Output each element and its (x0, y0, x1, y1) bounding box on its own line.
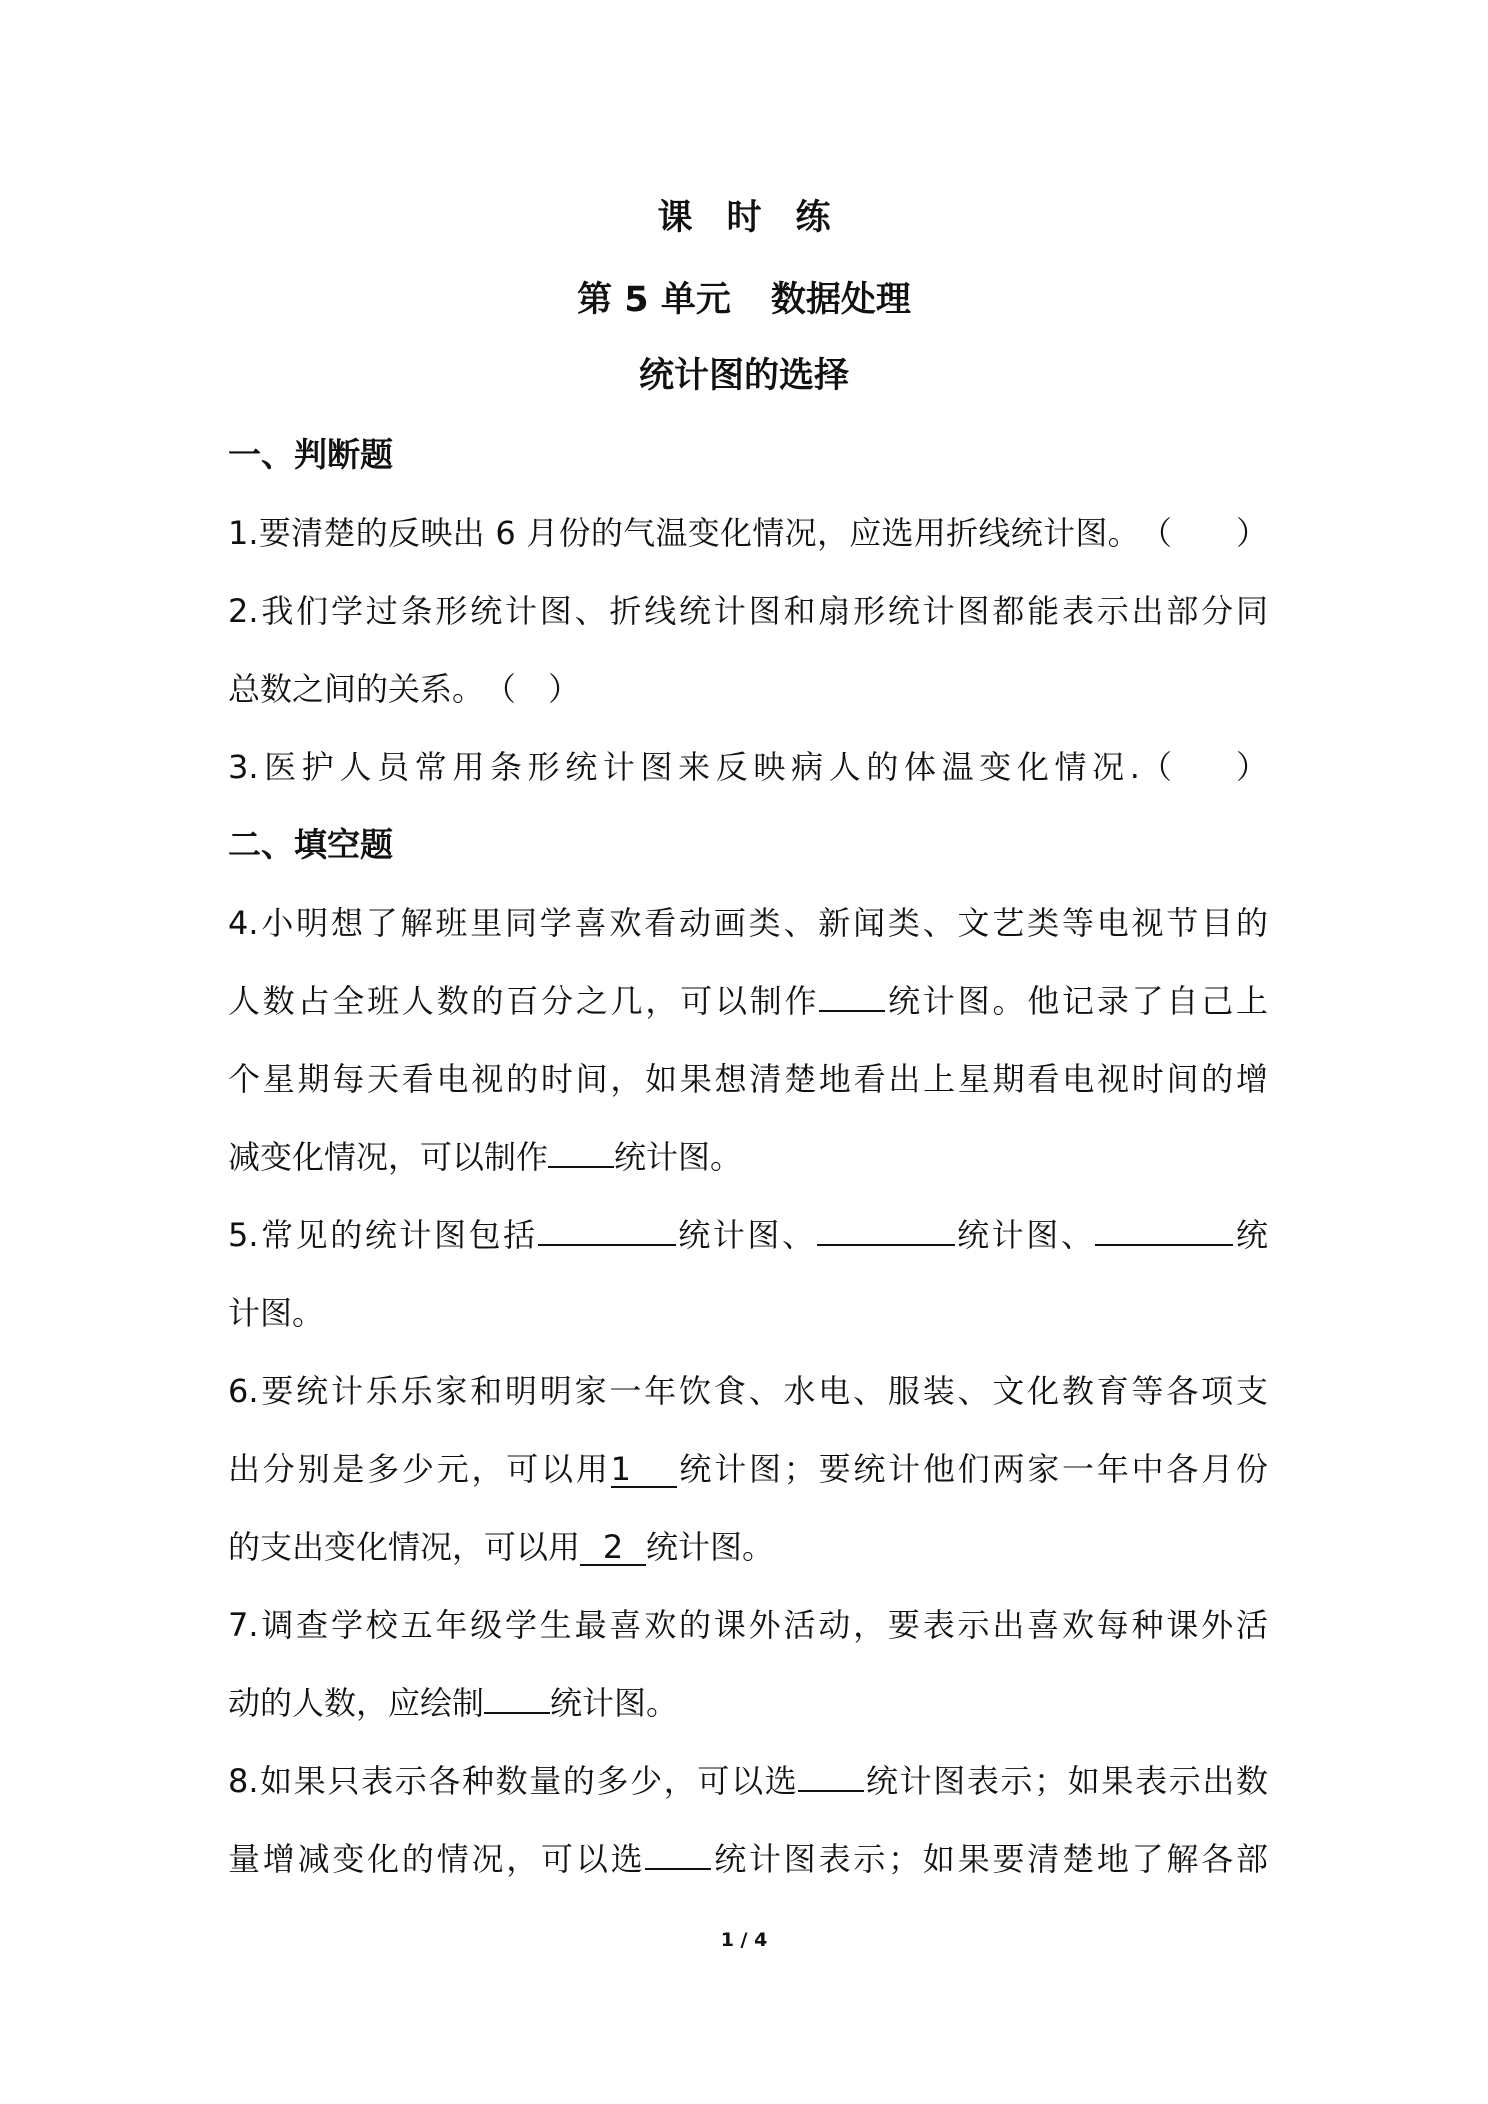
question-2-line-2: 总数之间的关系。（ ） (228, 670, 581, 708)
question-4-line-4: 减变化情况，可以制作 统计图。 (228, 1138, 743, 1176)
answer-paren[interactable]: （ ） (1139, 748, 1268, 786)
question-6-line-1: 6.要统计乐乐家和明明家一年饮食、水电、服装、文化教育等各项支 (228, 1372, 1268, 1410)
lesson-title: 统计图的选择 (638, 356, 849, 396)
page-title (0, 198, 1488, 238)
answer-blank[interactable]: 1 (611, 1452, 677, 1488)
answer-blank[interactable] (645, 1868, 711, 1870)
title-char: 时 (726, 198, 762, 238)
question-8-line-2: 量增减变化的情况，可以选 统计图表示；如果要清楚地了解各部 (228, 1840, 1268, 1878)
title-char: 练 (795, 198, 831, 238)
answer-blank[interactable]: 2 (580, 1530, 646, 1566)
section-heading-judge: 一、判断题 (228, 435, 393, 474)
answer-blank[interactable] (1095, 1244, 1233, 1246)
question-2-line-1: 2.我们学过条形统计图、折线统计图和扇形统计图都能表示出部分同 (228, 592, 1268, 630)
answer-blank[interactable] (817, 1244, 955, 1246)
question-1 (228, 513, 1268, 553)
question-7-line-1: 7.调查学校五年级学生最喜欢的课外活动，要表示出喜欢每种课外活 (228, 1606, 1268, 1644)
question-5-line-1: 5.常见的统计图包括 统计图、 统计图、 统 (228, 1216, 1268, 1254)
page-number: 1 / 4 (720, 1929, 768, 1951)
answer-blank[interactable] (819, 1010, 885, 1012)
question-3-text: 3.医护人员常用条形统计图来反映病人的体温变化情况. (228, 748, 1140, 786)
unit-name: 数据处理 (770, 280, 911, 320)
question-4-line-2: 人数占全班人数的百分之几，可以制作 统计图。他记录了自己上 (228, 982, 1268, 1020)
answer-blank[interactable] (548, 1166, 614, 1168)
question-7-line-2: 动的人数，应绘制 统计图。 (228, 1684, 679, 1722)
question-6-line-2: 出分别是多少元，可以用1 统计图；要统计他们两家一年中各月份 (228, 1450, 1268, 1488)
question-8-line-1: 8.如果只表示各种数量的多少，可以选 统计图表示；如果表示出数 (228, 1762, 1268, 1800)
answer-blank[interactable] (484, 1712, 550, 1714)
question-3 (228, 747, 1268, 787)
question-4-line-1: 4.小明想了解班里同学喜欢看动画类、新闻类、文艺类等电视节目的 (228, 904, 1268, 942)
question-4-line-3: 个星期每天看电视的时间，如果想清楚地看出上星期看电视时间的增 (228, 1060, 1268, 1098)
unit-title (0, 280, 1488, 320)
section-heading-fill: 二、填空题 (228, 825, 393, 864)
question-5-line-2: 计图。 (228, 1294, 325, 1332)
answer-paren[interactable]: （ ） (484, 670, 581, 708)
question-6-line-3: 的支出变化情况，可以用 2 统计图。 (228, 1528, 775, 1566)
answer-blank[interactable] (798, 1790, 864, 1792)
answer-paren[interactable]: （ ） (1139, 514, 1268, 552)
question-1-text: 1.要清楚的反映出 6 月份的气温变化情况，应选用折线统计图。 (228, 514, 1140, 552)
title-char: 课 (657, 198, 693, 238)
answer-blank[interactable] (538, 1244, 676, 1246)
unit-number: 第 5 单元 (577, 280, 731, 320)
